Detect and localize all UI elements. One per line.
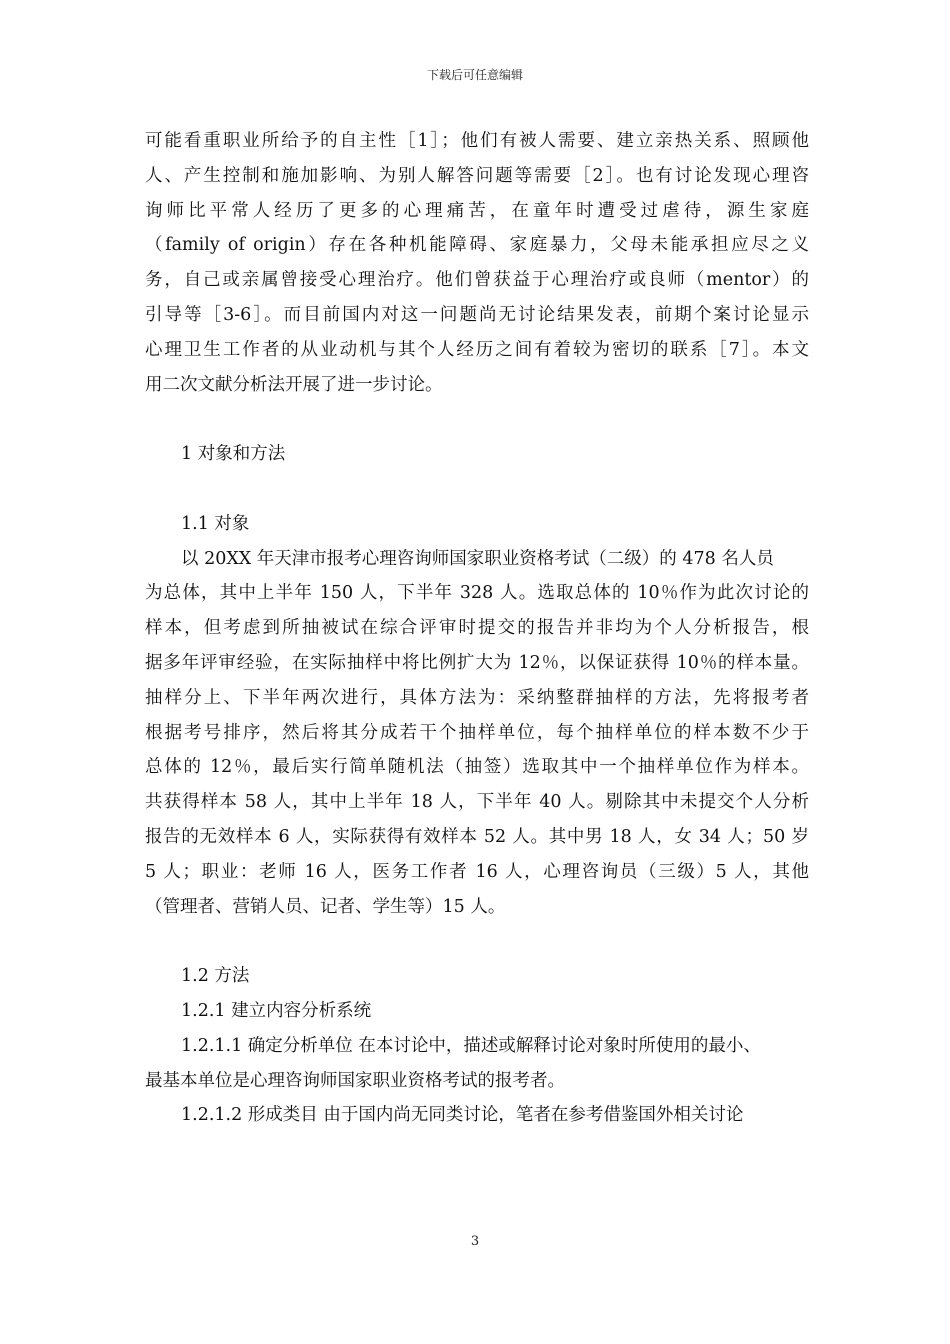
spacer xyxy=(145,472,809,507)
body-line: 最基本单位是心理咨询师国家职业资格考试的报考者。 xyxy=(145,1070,565,1091)
body-line: 为总体，其中上半年 150 人，下半年 328 人。选取总体的 10％作为此次讨论的 xyxy=(145,583,809,604)
body-line: 引导等［3-6］。而目前国内对这一问题尚无讨论结果发表，前期个案讨论显示 xyxy=(145,304,809,325)
page-number: 3 xyxy=(470,1234,480,1249)
spacer xyxy=(145,402,809,437)
spacer xyxy=(145,924,809,959)
body-line: 抽样分上、下半年两次进行，具体方法为：采纳整群抽样的方法，先将报考者 xyxy=(145,687,809,708)
body-line: 询师比平常人经历了更多的心理痛苦，在童年时遭受过虐待，源生家庭 xyxy=(145,200,809,221)
body-line: 报告的无效样本 6 人，实际获得有效样本 52 人。其中男 18 人，女 34 人；50 岁 xyxy=(145,826,809,847)
body-line: 共获得样本 58 人，其中上半年 18 人，下半年 40 人。剔除其中未提交个人分析 xyxy=(145,792,809,813)
body-line: （管理者、营销人员、记者、学生等）15 人。 xyxy=(145,896,506,917)
body-line: 可能看重职业所给予的自主性［1］；他们有被人需要、建立亲热关系、照顾他 xyxy=(145,131,809,151)
body-line: 1.2.1.1 确定分析单位 在本讨论中，描述或解释讨论对象时所使用的最小、 xyxy=(181,1035,761,1056)
body-line: 据多年评审经验，在实际抽样中将比例扩大为 12％，以保证获得 10％的样本量。 xyxy=(145,652,809,673)
body-line: 务，自己或亲属曾接受心理治疗。他们曾获益于心理治疗或良师（mentor）的 xyxy=(145,270,809,291)
body-line: 总体的 12％，最后实行简单随机法（抽签）选取其中一个抽样单位作为样本。 xyxy=(145,757,809,778)
body-line: 以 20XX 年天津市报考心理咨询师国家职业资格考试（二级）的 478 名人员 xyxy=(181,548,774,569)
body-line: 用二次文献分析法开展了进一步讨论。 xyxy=(145,374,443,395)
subsection-heading: 1.2 方法 xyxy=(181,966,250,987)
body-line: 1.2.1.2 形成类目 由于国内尚无同类讨论，笔者在参考借鉴国外相关讨论 xyxy=(181,1105,744,1126)
body-line: 样本，但考虑到所抽被试在综合评审时提交的报告并非均为个人分析报告，根 xyxy=(145,618,809,639)
page-header: 下载后可任意编辑 xyxy=(426,68,523,82)
body-line: 人、产生控制和施加影响、为别人解答问题等需要［2］。也有讨论发现心理咨 xyxy=(145,165,809,186)
body-line: （family of origin）存在各种机能障碍、家庭暴力，父母未能承担应尽之义 xyxy=(145,235,809,256)
document-body xyxy=(145,124,809,1133)
body-line: 5 人；职业：老师 16 人，医务工作者 16 人，心理咨询员（三级）5 人，其他 xyxy=(145,861,809,882)
section-heading: 1 对象和方法 xyxy=(181,444,286,465)
body-line: 根据考号排序，然后将其分成若干个抽样单位，每个抽样单位的样本数不少于 xyxy=(145,722,809,743)
subsection-heading: 1.2.1 建立内容分析系统 xyxy=(181,1000,372,1021)
subsection-heading: 1.1 对象 xyxy=(181,513,250,534)
body-line: 心理卫生工作者的从业动机与其个人经历之间有着较为密切的联系［7］。本文 xyxy=(145,339,809,360)
